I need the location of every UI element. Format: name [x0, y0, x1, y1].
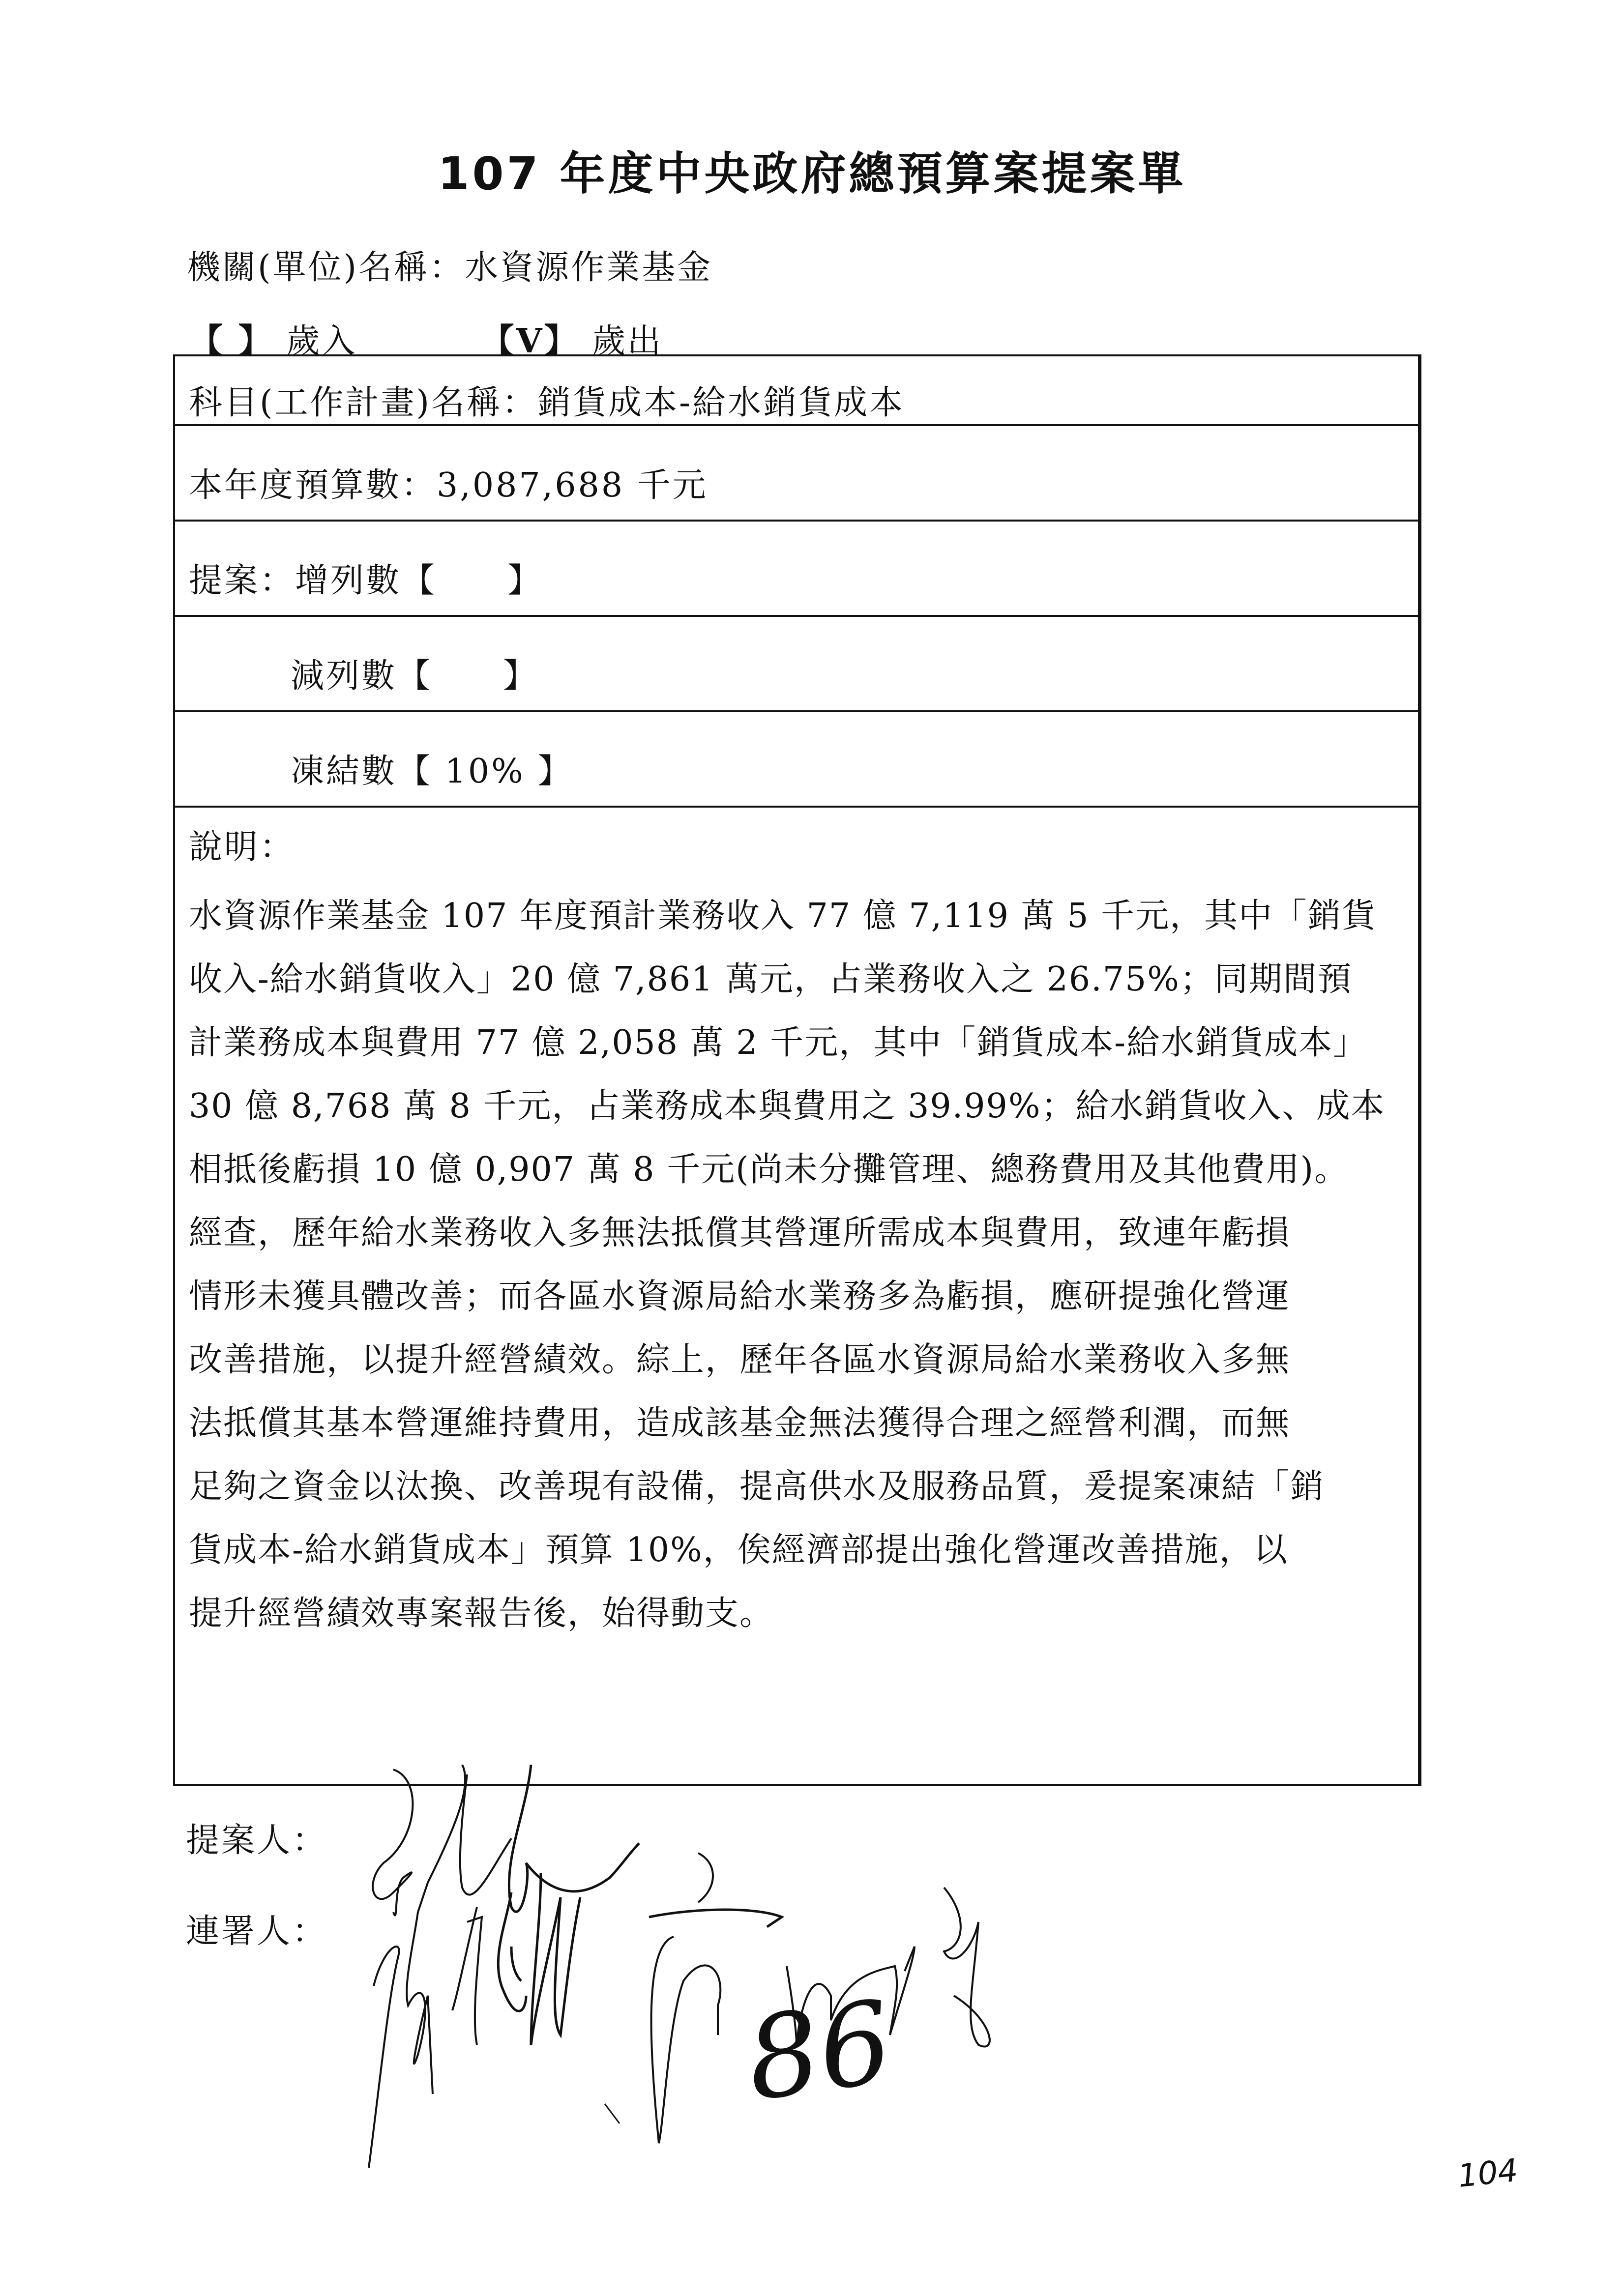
description-line: 貨成本-給水銷貨成本」預算 10%，俟經濟部提出強化營運改善措施，以 — [189, 1531, 1288, 1569]
freeze-text: 凍結數【 10% 】 — [291, 752, 573, 791]
agency-line — [187, 241, 712, 289]
description-line: 提升經營績效專案報告後，始得動支。 — [189, 1594, 774, 1633]
description-line: 經查，歷年給水業務收入多無法抵償其營運所需成本與費用，致連年虧損 — [189, 1214, 1291, 1252]
proposer-label: 提案人： — [186, 1821, 328, 1860]
agency-label: 機關(單位)名稱： — [187, 248, 465, 287]
budget-text: 本年度預算數：3,087,688 千元 — [189, 466, 708, 505]
subject-row — [175, 356, 1418, 426]
decrease-text: 減列數【 】 — [291, 657, 539, 696]
handwritten-number: 86 — [738, 1976, 900, 2127]
description-line: 收入-給水銷貨收入」20 億 7,861 萬元，占業務收入之 26.75%；同期間預 — [189, 960, 1352, 999]
description-line: 改善措施，以提升經營績效。綜上，歷年各區水資源局給水業務收入多無 — [189, 1340, 1291, 1379]
agency-name: 水資源作業基金 — [465, 248, 713, 287]
budget-row — [175, 424, 1418, 522]
description-line: 30 億 8,768 萬 8 千元，占業務成本與費用之 39.99%；給水銷貨收入、成本 — [189, 1087, 1386, 1126]
document-title: 107 年度中央政府總預算案提案單 — [438, 147, 1186, 200]
description-section — [175, 806, 1418, 1784]
page-number: 104 — [1456, 2152, 1520, 2195]
proposal-table — [173, 354, 1421, 1786]
description-label: 說明： — [189, 828, 295, 867]
description-line: 情形未獲具體改善；而各區水資源局給水業務多為虧損，應研提強化營運 — [189, 1277, 1291, 1316]
cosigner-label: 連署人： — [186, 1912, 328, 1951]
increase-text: 提案：增列數【 】 — [189, 561, 543, 600]
description-body — [189, 884, 1403, 1645]
expenditure-label: 歲出 — [591, 322, 663, 361]
expenditure-checkbox[interactable]: 【V】 — [480, 321, 580, 361]
revenue-label: 歲入 — [286, 322, 357, 361]
increase-row — [175, 520, 1418, 617]
decrease-row — [175, 615, 1418, 712]
freeze-row — [175, 710, 1418, 808]
description-line: 計業務成本與費用 77 億 2,058 萬 2 千元，其中「銷貨成本-給水銷貨成本」 — [189, 1023, 1368, 1062]
subject-text: 科目(工作計畫)名稱：銷貨成本-給水銷貨成本 — [189, 383, 905, 422]
description-line: 法抵償其基本營運維持費用，造成該基金無法獲得合理之經營利潤，而無 — [189, 1404, 1291, 1443]
description-line: 足夠之資金以汰換、改善現有設備，提高供水及服務品質，爰提案凍結「銷 — [189, 1467, 1325, 1506]
revenue-checkbox[interactable]: 【 】 — [189, 321, 274, 361]
description-line: 水資源作業基金 107 年度預計業務收入 77 億 7,119 萬 5 千元，其中「銷貨 — [189, 897, 1377, 935]
description-line: 相抵後虧損 10 億 0,907 萬 8 千元(尚未分攤管理、總務費用及其他費用)。 — [189, 1150, 1349, 1189]
